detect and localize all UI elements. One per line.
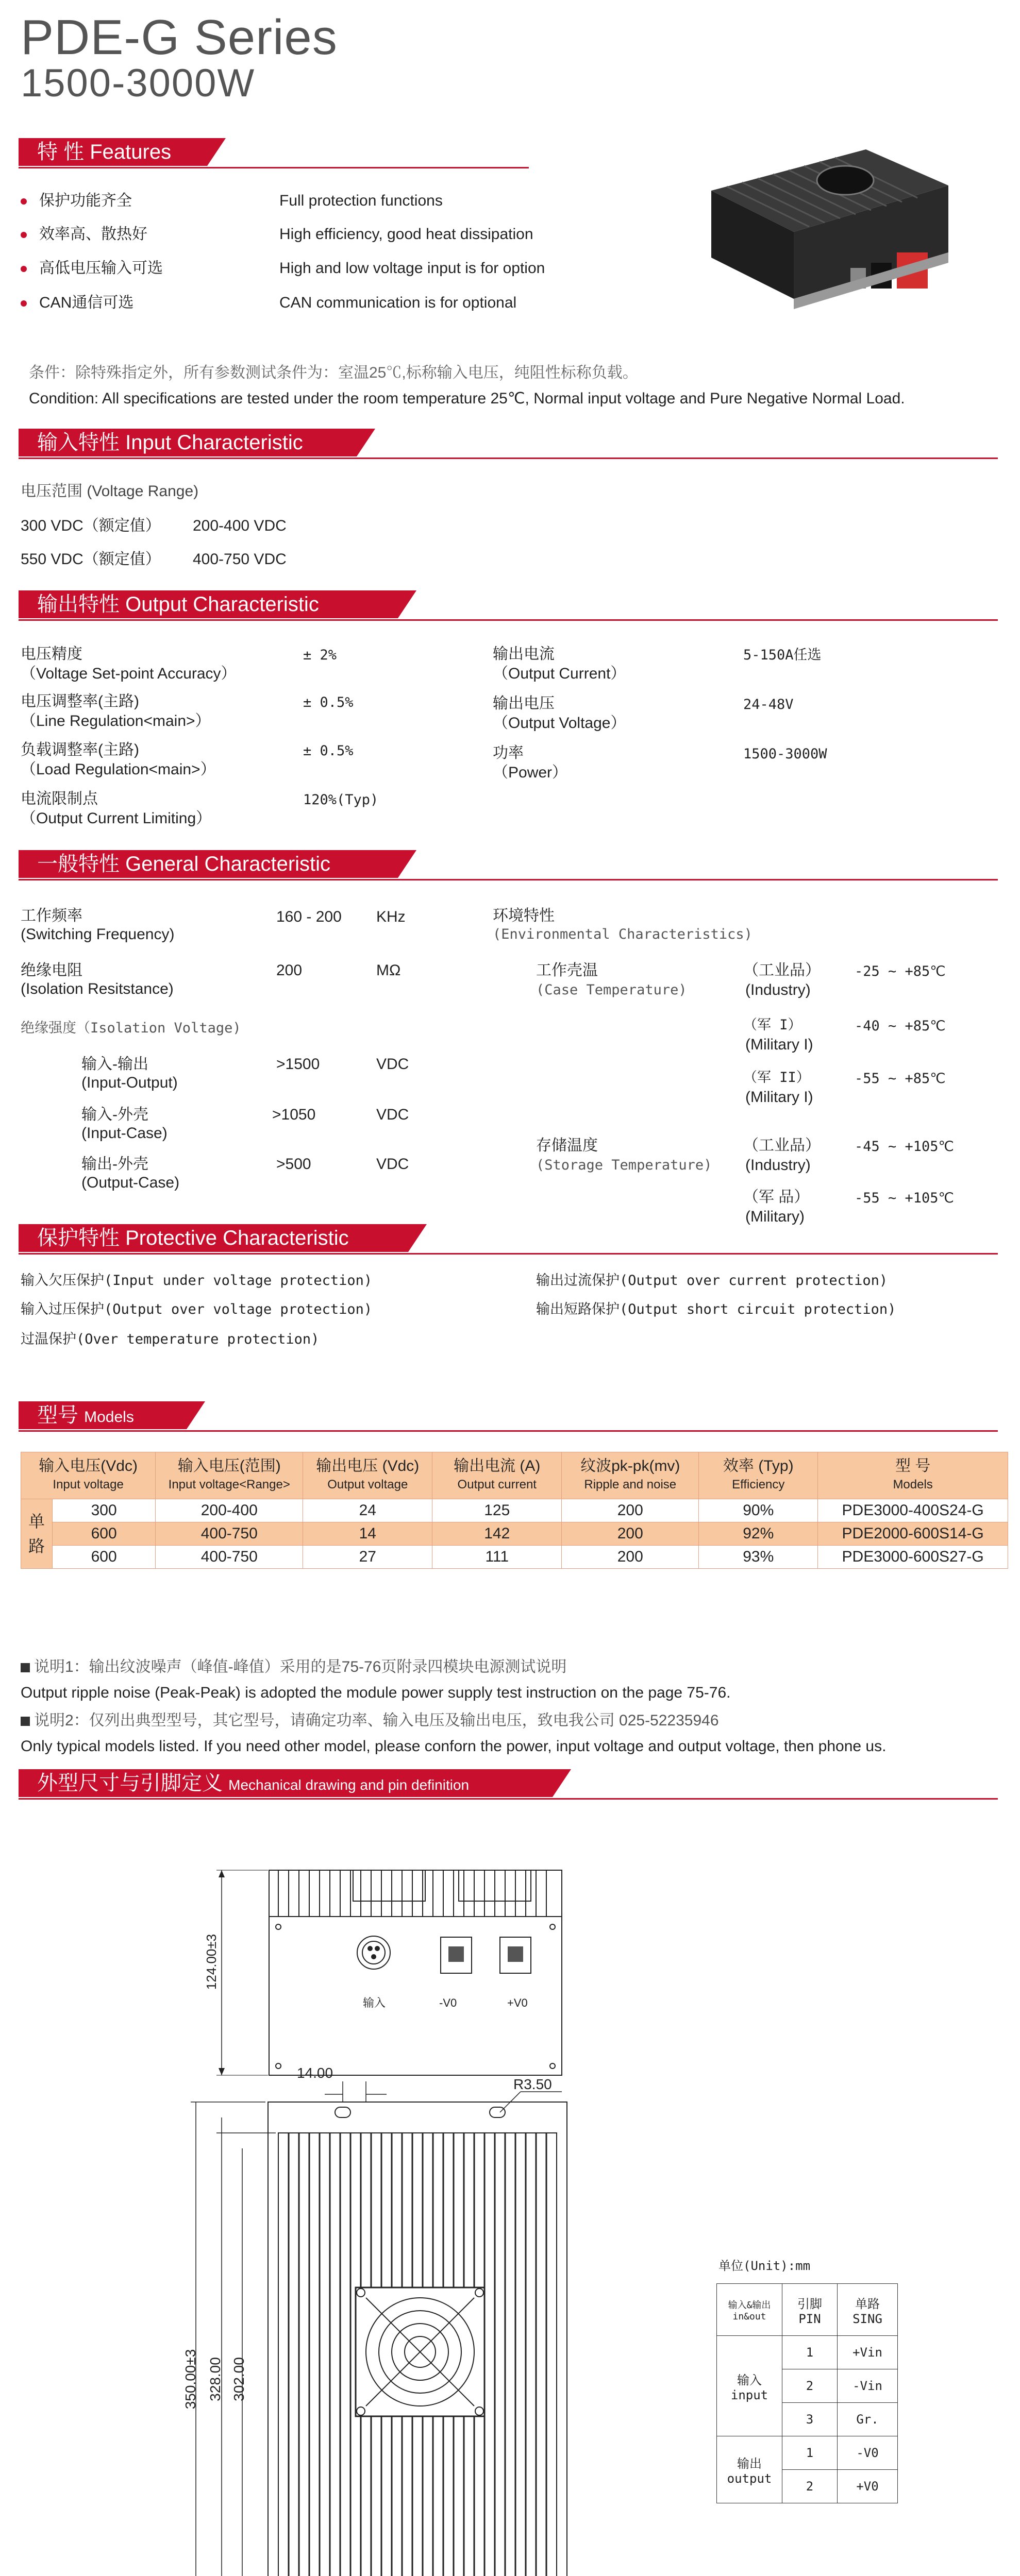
note-2-cn: 说明2：仅列出典型型号，其它型号，请确定功率、输入电压及输出电压，致电我公司 025-52235946: [21, 1711, 719, 1730]
pin-table-header: [717, 2284, 898, 2336]
models-title-en: Models: [84, 1409, 134, 1426]
table-header-cell: 输入电压(Vdc) Input voltage: [21, 1452, 156, 1499]
iso-v-val: >500: [276, 1156, 311, 1173]
table-row: [21, 1499, 1008, 1522]
table-cell: 600: [53, 1522, 156, 1546]
product-image: [691, 129, 959, 345]
table-cell: 111: [432, 1546, 562, 1569]
table-cell: 200: [562, 1522, 699, 1546]
output-spec-en: （Voltage Set-point Accuracy）: [21, 665, 237, 682]
table-row: [21, 1522, 1008, 1546]
table-cell: 24: [303, 1499, 432, 1522]
feature-cn: 高低电压输入可选: [39, 260, 163, 277]
temp-val: -25 ~ +85℃: [855, 963, 946, 979]
protection-item: 输入欠压保护(Input under voltage protection): [21, 1273, 373, 1289]
front-view-drawing: [206, 1855, 577, 2092]
table-cell: 200: [562, 1546, 699, 1569]
table-cell: 27: [303, 1546, 432, 1569]
feature-cn: CAN通信可选: [39, 294, 134, 311]
isolation-resistance-val: 200: [276, 962, 303, 979]
iso-v-unit: VDC: [376, 1056, 409, 1073]
temp-val: -55 ~ +85℃: [855, 1071, 946, 1087]
grade-cn: （工业品）: [743, 962, 821, 979]
note-bullet-icon: [21, 1663, 30, 1672]
table-cell: 400-750: [156, 1546, 303, 1569]
case-temp-en: (Case Temperature): [536, 982, 687, 998]
temp-val: -55 ~ +105℃: [855, 1190, 954, 1206]
iso-v-unit: VDC: [376, 1156, 409, 1173]
output-spec-en: （Line Regulation<main>）: [21, 713, 211, 730]
input-nominal: 300 VDC（额定值）: [21, 517, 161, 534]
power-range-subtitle: 1500-3000W: [21, 61, 256, 105]
connector-label: +V0: [507, 1996, 528, 2009]
pin-signal: +V0: [838, 2470, 898, 2503]
output-spec-cn: 电压调整率(主路): [21, 693, 139, 710]
note-1-cn: 说明1：输出纹波噪声（峰值-峰值）采用的是75-76页附录四模块电源测试说明: [21, 1658, 566, 1676]
dim-hole: 14.00: [297, 2065, 333, 2081]
input-section-title: 输入特性 Input Characteristic: [19, 429, 357, 456]
table-row: [717, 2436, 898, 2470]
table-header-cell: 输出电流 (A) Output current: [432, 1452, 562, 1499]
output-spec-cn: 输出电流: [493, 646, 555, 663]
output-section-title: 输出特性 Output Characteristic: [19, 590, 398, 618]
pin-number: 3: [782, 2403, 838, 2436]
storage-temp-cn: 存储温度: [536, 1137, 598, 1154]
storage-temp-en: (Storage Temperature): [536, 1157, 712, 1173]
mechanical-section-title: 外型尺寸与引脚定义 Mechanical drawing and pin definition: [19, 1769, 553, 1797]
feature-cn: 保护功能齐全: [39, 192, 132, 209]
iso-v-en: (Input-Output): [81, 1074, 178, 1091]
dim-radius: R3.50: [513, 2076, 552, 2092]
table-cell: PDE2000-600S14-G: [818, 1522, 1008, 1546]
output-spec-cn: 输出电压: [493, 695, 555, 712]
table-cell: 200-400: [156, 1499, 303, 1522]
output-spec-cn: 功率: [493, 744, 524, 761]
output-spec-en: （Power）: [493, 764, 568, 781]
dim-length: 350.00±3: [182, 2349, 198, 2410]
output-group-cell: 输出 output: [717, 2436, 782, 2503]
unit-label: 单位(Unit):mm: [718, 2259, 811, 2273]
pin-definition-table: [716, 2283, 898, 2503]
grade-en: (Military): [745, 1208, 805, 1225]
output-spec-val: 5-150A任选: [743, 647, 822, 663]
iso-v-unit: VDC: [376, 1106, 409, 1123]
table-cell: 600: [53, 1546, 156, 1569]
switching-frequency-cn: 工作频率: [21, 907, 82, 924]
features-section-title: 特 性 Features: [19, 138, 207, 166]
switching-frequency-unit: KHz: [376, 908, 406, 925]
output-spec-val: ± 0.5%: [303, 743, 354, 759]
table-row: [717, 2336, 898, 2369]
output-spec-en: （Load Regulation<main>）: [21, 761, 216, 778]
connector-label: 输入: [363, 1996, 386, 2009]
table-cell: 200: [562, 1499, 699, 1522]
pin-signal: +Vin: [838, 2336, 898, 2369]
general-section-title: 一般特性 General Characteristic: [19, 850, 398, 878]
feature-en: High and low voltage input is for option: [279, 260, 545, 277]
table-header-row: [21, 1452, 1008, 1499]
table-header-cell: 纹波pk-pk(mv) Ripple and noise: [562, 1452, 699, 1499]
output-spec-en: （Output Voltage）: [493, 715, 626, 732]
note-1-en: Output ripple noise (Peak-Peak) is adopted the module power supply test instruction on the page 75-76.: [21, 1684, 731, 1701]
isolation-resistance-en: (Isolation Resitstance): [21, 980, 174, 997]
table-cell: 142: [432, 1522, 562, 1546]
table-header-cell: 输出电压 (Vdc) Output voltage: [303, 1452, 432, 1499]
output-spec-cn: 负载调整率(主路): [21, 741, 139, 758]
environmental-cn: 环境特性: [493, 907, 555, 924]
isolation-resistance-cn: 绝缘电阻: [21, 962, 82, 979]
switching-frequency-en: (Switching Frequency): [21, 926, 175, 943]
output-spec-val: ± 2%: [303, 647, 337, 663]
isolation-voltage-label: 绝缘强度（Isolation Voltage): [21, 1020, 241, 1036]
dim-328: 328.00: [207, 2357, 223, 2401]
temp-val: -40 ~ +85℃: [855, 1018, 946, 1034]
environmental-en: (Environmental Characteristics): [493, 926, 753, 942]
models-table: [21, 1452, 1008, 1569]
iso-v-en: (Input-Case): [81, 1125, 168, 1142]
iso-v-en: (Output-Case): [81, 1174, 180, 1191]
table-cell: PDE3000-600S27-G: [818, 1546, 1008, 1569]
feature-en: Full protection functions: [279, 192, 443, 209]
output-spec-cn: 电流限制点: [21, 790, 98, 807]
table-cell: 14: [303, 1522, 432, 1546]
grade-cn: （工业品）: [743, 1137, 821, 1154]
feature-en: CAN communication is for optional: [279, 294, 517, 311]
series-title: PDE-G Series: [21, 10, 338, 65]
isolation-resistance-unit: MΩ: [376, 962, 401, 979]
protection-item: 过温保护(Over temperature protection): [21, 1331, 320, 1347]
table-header-cell: 输入电压(范围) Input voltage<Range>: [156, 1452, 303, 1499]
output-spec-val: 120%(Typ): [303, 792, 379, 808]
table-header-cell: 效率 (Typ) Efficiency: [699, 1452, 818, 1499]
input-range: 200-400 VDC: [193, 517, 287, 534]
note-bullet-icon: [21, 1717, 30, 1726]
output-spec-en: （Output Current）: [493, 665, 626, 682]
grade-cn: （军 品）: [743, 1189, 810, 1206]
output-spec-en: （Output Current Limiting）: [21, 810, 212, 827]
table-header-cell: 型 号 Models: [818, 1452, 1008, 1499]
feature-cn: 效率高、散热好: [39, 226, 147, 243]
output-spec-val: 24-48V: [743, 697, 794, 713]
input-nominal: 550 VDC（额定值）: [21, 551, 161, 568]
output-spec-cn: 电压精度: [21, 646, 82, 663]
dim-height: 124.00±3: [204, 1934, 219, 1990]
case-temp-cn: 工作壳温: [536, 962, 598, 979]
input-group-cell: 输入 input: [717, 2336, 782, 2436]
table-cell: 300: [53, 1499, 156, 1522]
note-2-en: Only typical models listed. If you need other model, please conforn the power, input voltage and output voltage, then phone us.: [21, 1738, 887, 1755]
pin-table-header-cell: 引脚 PIN: [782, 2284, 838, 2336]
iso-v-cn: 输入-外壳: [81, 1106, 148, 1123]
pin-number: 1: [782, 2436, 838, 2470]
table-cell: 400-750: [156, 1522, 303, 1546]
temp-val: -45 ~ +105℃: [855, 1139, 954, 1155]
pin-table-header-cell: 输入&输出 in&out: [717, 2284, 782, 2336]
dim-302: 302.00: [231, 2357, 247, 2401]
pin-signal: -V0: [838, 2436, 898, 2470]
connector-label: -V0: [439, 1996, 457, 2009]
grade-cn: （军 II）: [743, 1070, 810, 1086]
grade-en: (Military I): [745, 1036, 813, 1053]
output-spec-val: 1500-3000W: [743, 746, 827, 762]
iso-v-cn: 输入-输出: [81, 1056, 148, 1073]
iso-v-cn: 输出-外壳: [81, 1156, 148, 1173]
table-cell: 125: [432, 1499, 562, 1522]
models-title-cn: 型号: [37, 1404, 78, 1427]
condition-en: Condition: All specifications are tested under the room temperature 25℃, Normal input voltage and Pure Negative Normal Load.: [29, 390, 905, 407]
feature-en: High efficiency, good heat dissipation: [279, 226, 533, 243]
grade-en: (Industry): [745, 981, 811, 998]
pin-number: 2: [782, 2369, 838, 2403]
pin-table-header-cell: 单路 SING: [838, 2284, 898, 2336]
grade-cn: （军 I）: [743, 1017, 802, 1033]
output-spec-val: ± 0.5%: [303, 694, 354, 710]
table-cell: 93%: [699, 1546, 818, 1569]
protection-item: 输出过流保护(Output over current protection): [536, 1273, 888, 1289]
switching-frequency-val: 160 - 200: [276, 908, 342, 925]
voltage-range-label: 电压范围 (Voltage Range): [21, 483, 199, 500]
iso-v-val: >1050: [272, 1106, 316, 1123]
condition-cn: 条件：除特殊指定外，所有参数测试条件为：室温25℃,标称输入电压，纯阻性标称负载。: [29, 364, 638, 381]
table-row: [21, 1546, 1008, 1569]
models-section-title: [19, 1401, 187, 1429]
table-cell: 90%: [699, 1499, 818, 1522]
table-cell: PDE3000-400S24-G: [818, 1499, 1008, 1522]
table-cell: 92%: [699, 1522, 818, 1546]
grade-en: (Military I): [745, 1089, 813, 1106]
pin-number: 2: [782, 2470, 838, 2503]
protective-section-title: 保护特性 Protective Characteristic: [19, 1224, 408, 1252]
pin-number: 1: [782, 2336, 838, 2369]
input-range: 400-750 VDC: [193, 551, 287, 568]
group-label: 单路: [21, 1499, 53, 1569]
protection-item: 输出短路保护(Output short circuit protection): [536, 1301, 896, 1317]
protection-item: 输入过压保护(Output over voltage protection): [21, 1301, 373, 1317]
pin-signal: -Vin: [838, 2369, 898, 2403]
pin-signal: Gr.: [838, 2403, 898, 2436]
iso-v-val: >1500: [276, 1056, 320, 1073]
grade-en: (Industry): [745, 1157, 811, 1174]
